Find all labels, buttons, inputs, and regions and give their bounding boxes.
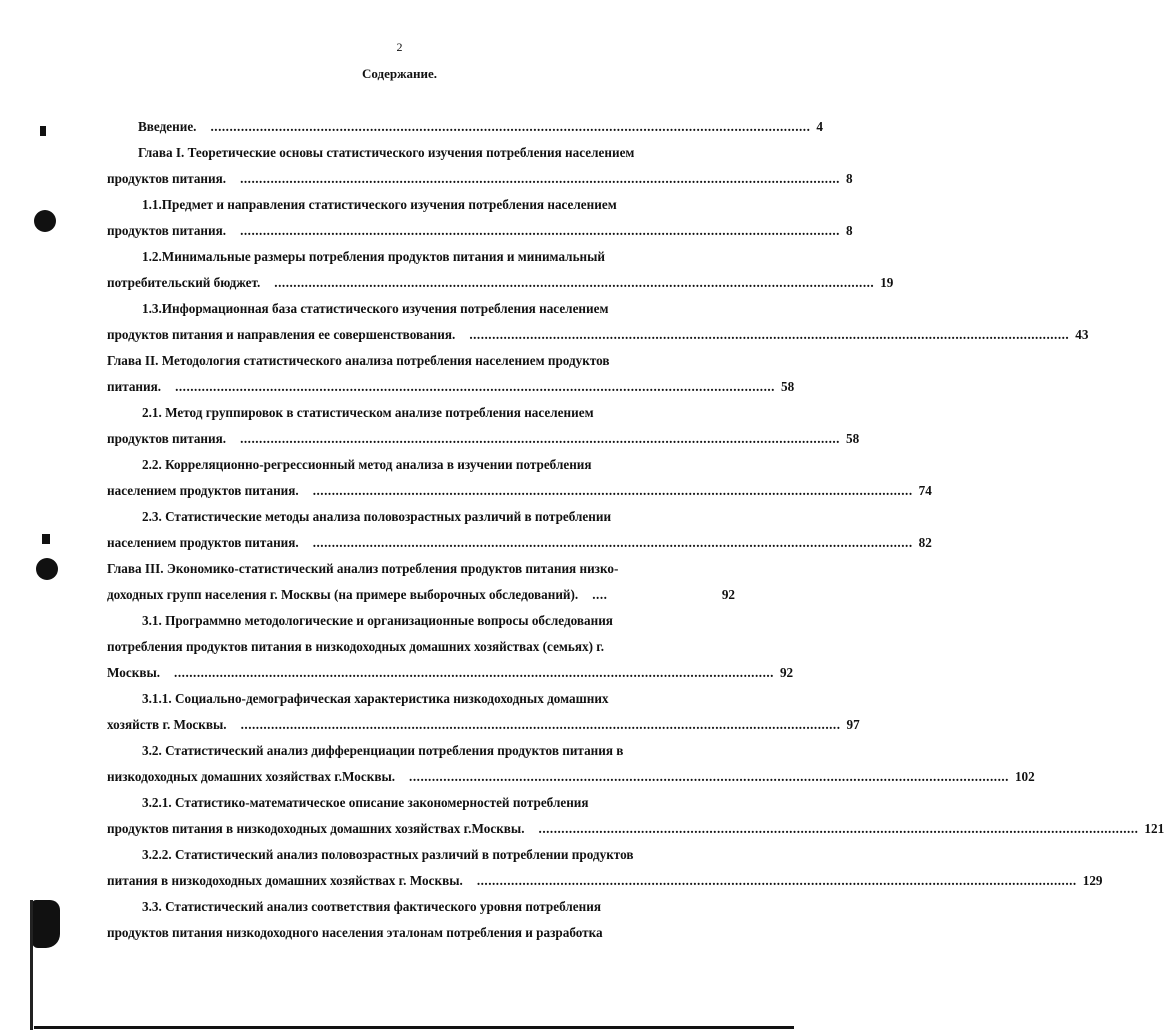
toc-entry-text: питания. [107, 379, 162, 394]
dot-leader: .............................................................................................................................................................. [174, 665, 774, 680]
toc-entry-text: 3.2.2. Статистический анализ половозрастных различий в потреблении продуктов [142, 847, 634, 862]
toc-entry-text: продуктов питания. [107, 223, 227, 238]
toc-entry-text: 2.2. Корреляционно-регрессионный метод анализа в изучении потребления [142, 457, 592, 472]
toc-entry-text: населением продуктов питания. [107, 483, 299, 498]
toc-entry-row [138, 118, 823, 136]
dot-leader: .... [592, 587, 608, 602]
toc-entry-row [107, 820, 1164, 838]
toc-page-number: 102 [1014, 769, 1035, 784]
dot-leader: .............................................................................................................................................................. [210, 119, 811, 134]
toc-page-number: 92 [779, 665, 794, 680]
toc-entry-text: Глава I. Теоретические основы статистического изучения потребления населением [138, 145, 635, 160]
toc-entry-row [107, 768, 1035, 786]
toc-entry-text: Глава III. Экономико-статистический анализ потребления продуктов питания низко- [107, 561, 619, 576]
toc-entry-row [107, 170, 853, 188]
toc-entry-text: 1.3.Информационная база статистического изучения потребления населением [142, 301, 609, 316]
toc-entry-text: хозяйств г. Москвы. [107, 717, 227, 732]
toc-entry-text: потребления продуктов питания в низкодоходных домашних хозяйствах (семьях) г. [107, 639, 605, 654]
dot-leader: .............................................................................................................................................................. [274, 275, 875, 290]
dot-leader: .............................................................................................................................................................. [312, 483, 913, 498]
toc-page-number: 97 [846, 717, 860, 732]
toc-entry-text: 1.1.Предмет и направления статистического изучения потребления населением [142, 197, 617, 212]
punch-hole-mark [34, 210, 56, 232]
toc-entry-row [107, 872, 1103, 890]
toc-page-number: 121 [1144, 821, 1164, 836]
toc-entry-text: Москвы. [107, 665, 161, 680]
dot-leader: .............................................................................................................................................................. [240, 223, 840, 238]
toc-entry-text: Введение. [138, 119, 197, 134]
toc-entry-text: 2.1. Метод группировок в статистическом анализе потребления населением [142, 405, 594, 420]
toc-entry-row [107, 716, 860, 734]
toc-entry-row [107, 586, 735, 604]
toc-page-number: 19 [880, 275, 894, 290]
toc-entry-text: низкодоходных домашних хозяйствах г.Москвы. [107, 769, 396, 784]
toc-page-number: 4 [816, 119, 823, 134]
toc-page-number: 58 [845, 431, 860, 446]
dot-leader: .............................................................................................................................................................. [469, 327, 1070, 342]
toc-entry-text: потребительский бюджет. [107, 275, 261, 290]
toc-entry-text: 3.2.1. Статистико-математическое описание закономерностей потребления [142, 795, 589, 810]
toc-entry-row [107, 378, 795, 396]
dot-leader: .............................................................................................................................................................. [476, 873, 1077, 888]
toc-entry-row [107, 664, 794, 682]
toc-entry-text: продуктов питания. [107, 431, 227, 446]
toc-page-number: 82 [918, 535, 932, 550]
toc-page-number: 92 [721, 587, 735, 602]
toc-page-number: 8 [845, 171, 853, 186]
toc-entry-row [107, 534, 932, 552]
toc-entry-text: продуктов питания низкодоходного населения эталонам потребления и разработка [107, 925, 603, 940]
dot-leader: .............................................................................................................................................................. [409, 769, 1009, 784]
toc-entry-row [107, 482, 932, 500]
toc-entry-text: 1.2.Минимальные размеры потребления продуктов питания и минимальный [142, 249, 606, 264]
toc-page-number: 74 [918, 483, 932, 498]
toc-entry-text: Глава II. Методология статистического анализа потребления населением продуктов [107, 353, 610, 368]
toc-page-number: 8 [845, 223, 853, 238]
dot-leader: .............................................................................................................................................................. [175, 379, 775, 394]
toc-entry-row [107, 222, 853, 240]
toc-entry-row [107, 326, 1089, 344]
toc-entry-text: 3.1. Программно методологические и организационные вопросы обследования [142, 613, 613, 628]
toc-page-number: 43 [1075, 327, 1089, 342]
dot-leader: .............................................................................................................................................................. [538, 821, 1139, 836]
scan-speck [40, 126, 46, 136]
page-title: Содержание. [361, 66, 438, 81]
toc-entry-text: продуктов питания и направления ее совершенствования. [107, 327, 456, 342]
toc-entry-text: 3.3. Статистический анализ соответствия фактического уровня потребления [142, 899, 601, 914]
toc-entry-text: 2.3. Статистические методы анализа половозрастных различий в потреблении [142, 509, 612, 524]
dot-leader: .............................................................................................................................................................. [240, 431, 840, 446]
bottom-edge-line [34, 1026, 794, 1029]
toc-entry-text: питания в низкодоходных домашних хозяйствах г. Москвы. [107, 873, 463, 888]
toc-page-number: 129 [1082, 873, 1103, 888]
dot-leader: .............................................................................................................................................................. [240, 717, 841, 732]
toc-entry-text: продуктов питания. [107, 171, 227, 186]
toc-entry-text: доходных групп населения г. Москвы (на примере выборочных обследований). [107, 587, 579, 602]
left-edge-line [30, 900, 33, 1030]
toc-entry-text: 3.2. Статистический анализ дифференциации потребления продуктов питания в [142, 743, 624, 758]
scan-speck [42, 534, 50, 544]
toc-entry-row [107, 274, 894, 292]
dot-leader: .............................................................................................................................................................. [312, 535, 913, 550]
toc-entry-text: продуктов питания в низкодоходных домашних хозяйствах г.Москвы. [107, 821, 525, 836]
toc-entry-text: населением продуктов питания. [107, 535, 299, 550]
margin-smudge [32, 900, 60, 948]
toc-entry-text: 3.1.1. Социально-демографическая характеристика низкодоходных домашних [142, 691, 609, 706]
dot-leader: .............................................................................................................................................................. [240, 171, 840, 186]
toc-entry-row [107, 430, 860, 448]
toc-page-number: 58 [780, 379, 795, 394]
page-number: 2 [396, 40, 403, 54]
punch-hole-mark [36, 558, 58, 580]
